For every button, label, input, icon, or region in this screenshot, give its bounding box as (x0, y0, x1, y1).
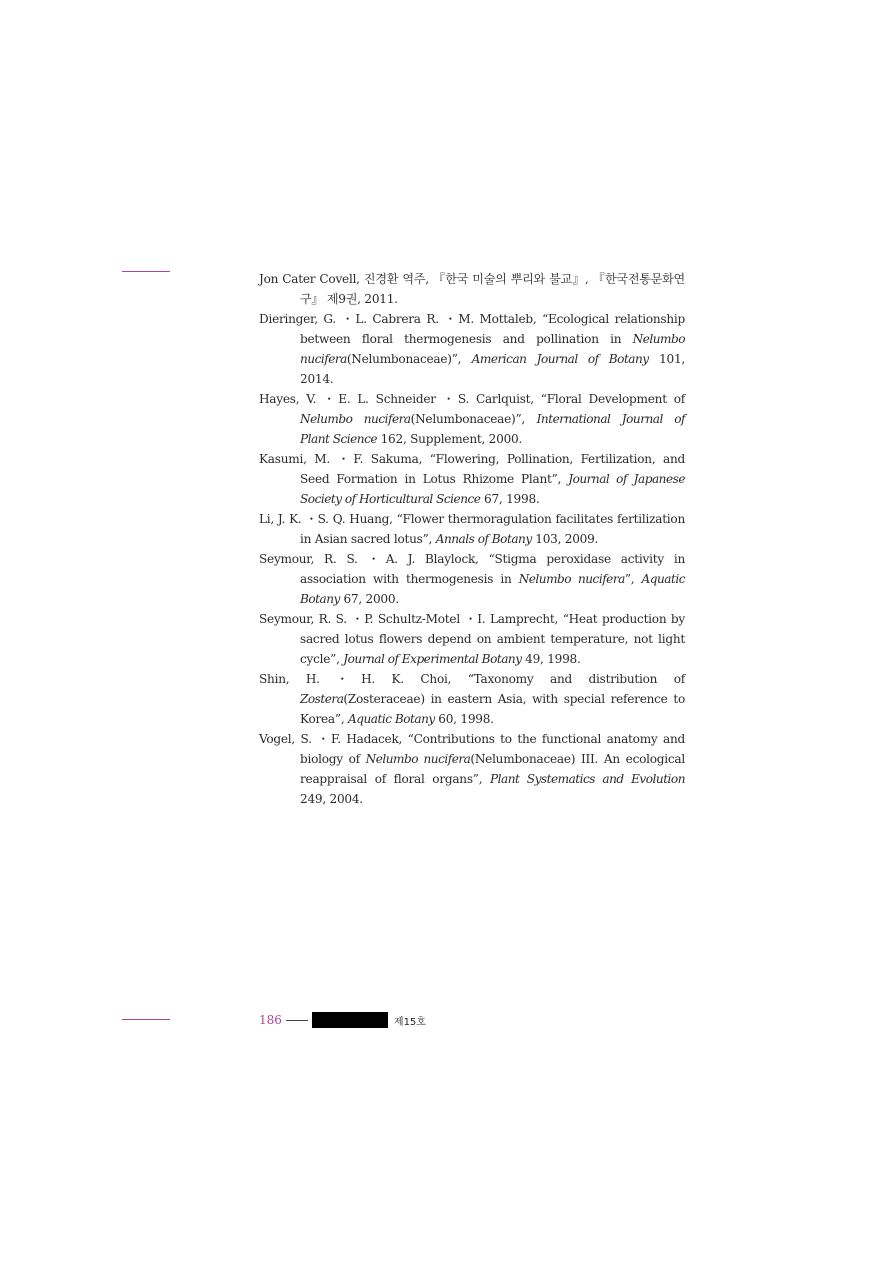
reference-italic-title: Nelumbo nucifera (518, 572, 625, 586)
reference-entry (259, 669, 685, 729)
reference-italic-title: Aquatic Botany (348, 712, 435, 726)
reference-text: Seymour, R. S. ・A. J. Blaylock, “Stigma peroxidase activity in association with thermogenesis in (259, 552, 685, 586)
crop-mark-top (122, 271, 170, 272)
redacted-journal-title (312, 1012, 388, 1028)
reference-italic-title: Nelumbo nucifera (300, 412, 411, 426)
reference-text: (Zosteraceae) in eastern Asia, with special reference to Korea”, (300, 692, 685, 726)
reference-text: Dieringer, G. ・L. Cabrera R. ・M. Mottaleb, “Ecological relationship between floral thermogenesis and pollination in (259, 312, 685, 346)
reference-italic-title: International Journal of Plant Science (300, 412, 685, 446)
reference-entry (259, 389, 685, 449)
reference-italic-title: Nelumbo nucifera (300, 332, 685, 366)
footer-rule (286, 1020, 308, 1021)
reference-text: 103, 2009. (531, 532, 599, 546)
reference-entry (259, 309, 685, 389)
issue-number: 제15호 (393, 1016, 426, 1028)
reference-text: Shin, H. ・H. K. Choi, “Taxonomy and distribution of (259, 672, 685, 686)
reference-text: Kasumi, M. ・F. Sakuma, “Flowering, Pollination, Fertilization, and Seed Formation in Lotus Rhizome Plant”, (259, 452, 685, 486)
reference-italic-title: Nelumbo nucifera (365, 752, 471, 766)
reference-entry (259, 449, 685, 509)
reference-text: Li, J. K. ・S. Q. Huang, “Flower thermoragulation facilitates fertilization in Asian sacred lotus”, (259, 512, 685, 546)
reference-text: (Nelumbonaceae)”, (410, 412, 537, 426)
page-footer (259, 1011, 426, 1029)
reference-italic-title: Journal of Experimental Botany (343, 652, 522, 666)
reference-entry (259, 609, 685, 669)
reference-text: (Nelumbonaceae) III. An ecological reappraisal of floral organs”, (300, 752, 685, 786)
reference-text: 60, 1998. (434, 712, 494, 726)
reference-italic-title: Plant Systematics and Evolution (490, 772, 685, 786)
reference-italic-title: Journal of Japanese Society of Horticultural Science (300, 472, 685, 506)
reference-text: Hayes, V. ・E. L. Schneider ・S. Carlquist, “Floral Development of (259, 392, 685, 406)
reference-text: 249, 2004. (300, 792, 363, 806)
reference-text: 101, 2014. (300, 352, 686, 386)
reference-text: ”, (624, 572, 642, 586)
reference-italic-title: Annals of Botany (435, 532, 532, 546)
reference-text: Jon Cater Covell, 진경환 역주, 『한국 미술의 뿌리와 불교』, 『한국전통문화연구』 제9권, 2011. (259, 272, 685, 306)
crop-mark-bottom (122, 1019, 170, 1020)
page-number: 186 (259, 1013, 282, 1027)
reference-entry (259, 269, 685, 309)
reference-text: (Nelumbonaceae)”, (346, 352, 472, 366)
reference-text: Seymour, R. S. ・P. Schultz-Motel ・I. Lamprecht, “Heat production by sacred lotus flowers depend on ambient temperature, not light cycle”, (259, 612, 685, 666)
reference-text: 49, 1998. (521, 652, 581, 666)
reference-italic-title: Aquatic Botany (300, 572, 685, 606)
reference-list (259, 269, 685, 809)
reference-text: Vogel, S. ・F. Hadacek, “Contributions to the functional anatomy and biology of (259, 732, 685, 766)
reference-text: 162, Supplement, 2000. (377, 432, 523, 446)
reference-italic-title: Zostera (300, 692, 344, 706)
reference-entry (259, 509, 685, 549)
reference-italic-title: American Journal of Botany (471, 352, 649, 366)
reference-text: 67, 1998. (480, 492, 540, 506)
reference-entry (259, 549, 685, 609)
reference-text: 67, 2000. (339, 592, 399, 606)
reference-entry (259, 729, 685, 809)
